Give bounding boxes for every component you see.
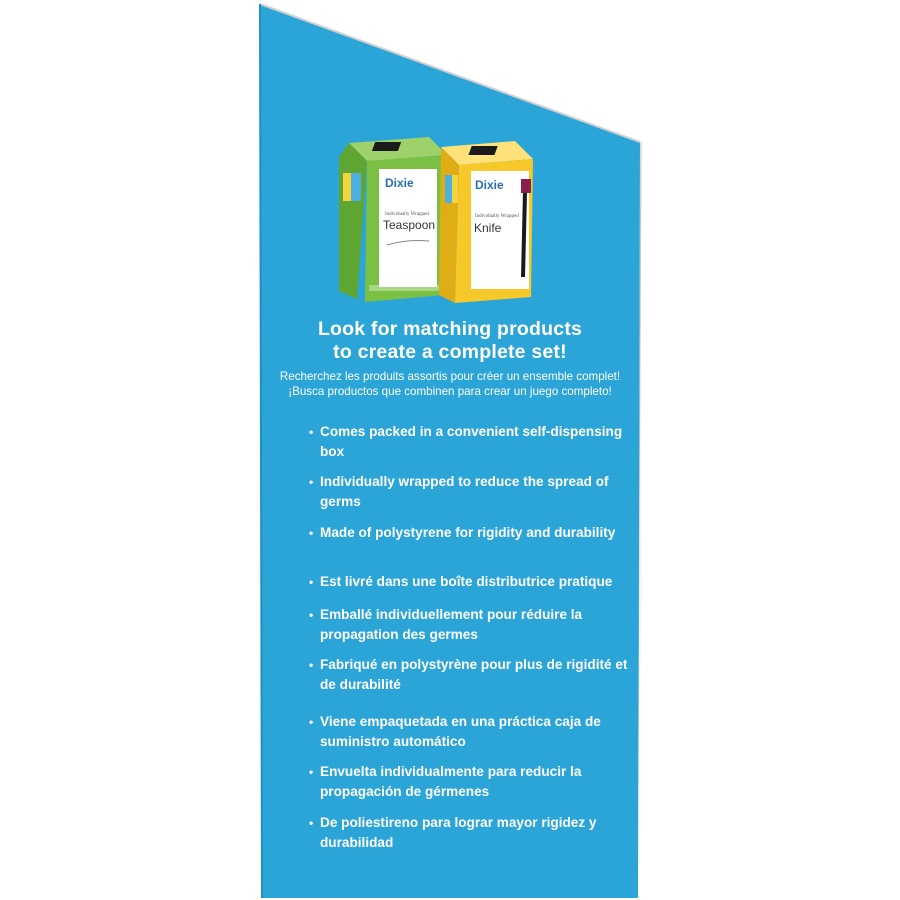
product-boxes-image [337,137,567,307]
bullet-icon: • [309,765,314,779]
feature-item: • Est livré dans une boîte distributrice pratique [309,572,631,592]
bullet-icon: • [309,658,314,672]
teaspoon-box [339,137,447,302]
bullet-icon: • [309,575,314,589]
feature-item: • Comes packed in a convenient self-dispensing box [309,424,623,459]
feature-item: • De poliestireno para lograr mayor rigidez y durabilidad [309,815,597,850]
subheadline-fr: Recherchez les produits assortis pour créer un ensemble complet! [279,370,621,383]
feature-item: • Fabriqué en polystyrène pour plus de rigidité et de durabilité [309,657,628,692]
svg-text:Dixie: Dixie [475,178,504,192]
subheadline-es: ¡Busca productos que combinen para crear un juego completo! [288,385,612,398]
feature-item: • Individually wrapped to reduce the spread of germs [309,474,609,509]
headline-line-2: to create a complete set! [333,341,567,363]
svg-text:Individually Wrapped: Individually Wrapped [475,214,519,219]
bullet-icon: • [309,425,314,439]
svg-text:Teaspoon: Teaspoon [383,218,436,232]
svg-text:Knife: Knife [474,221,502,235]
bullet-icon: • [309,608,314,622]
feature-item: • Made of polystyrene for rigidity and durability [309,523,631,543]
bullet-icon: • [309,715,314,729]
bullet-icon: • [309,526,314,540]
knife-box [439,141,533,303]
headline [262,318,638,364]
svg-text:Individually Wrapped: Individually Wrapped [385,212,429,217]
headline-line-1: Look for matching products [317,318,583,340]
bullet-icon: • [309,475,314,489]
subheadline [262,369,638,399]
panel-content [262,0,638,900]
feature-item: • Emballé individuellement pour réduire la propagation des germes [309,607,583,642]
feature-item: • Envuelta individualmente para reducir la propagación de gérmenes [309,764,582,799]
bullet-icon: • [309,816,314,830]
svg-text:Dixie: Dixie [385,176,414,190]
feature-item: • Viene empaquetada en una práctica caja de suministro automático [309,714,601,749]
